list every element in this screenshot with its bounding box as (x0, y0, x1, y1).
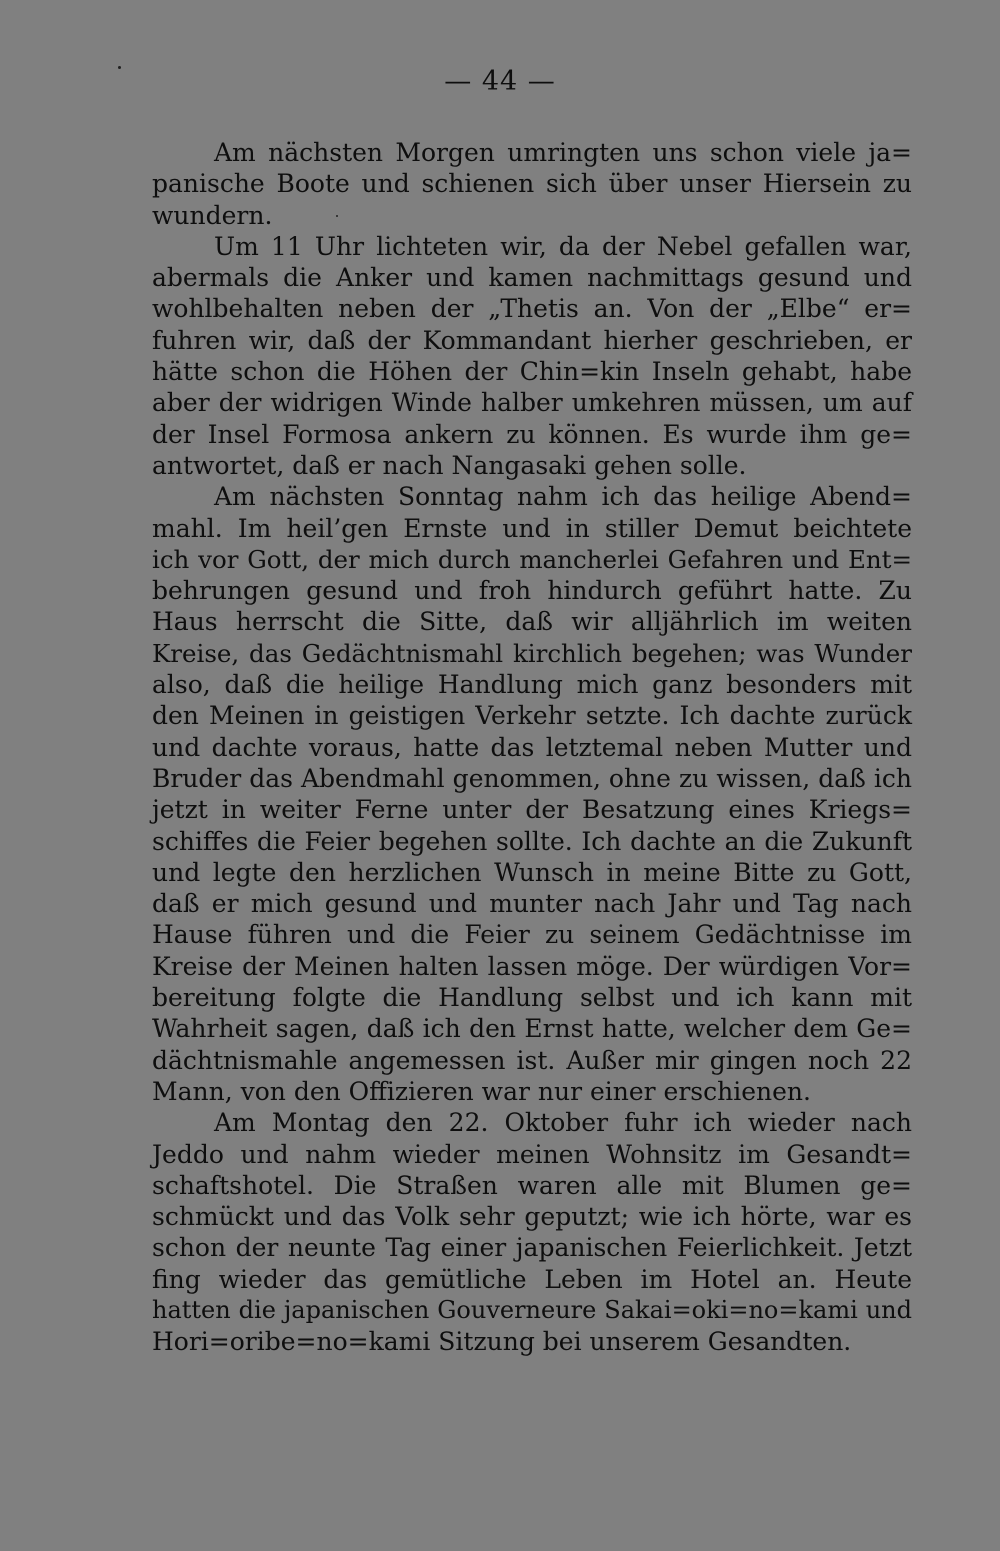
text-line: hätte schon die Höhen der Chin=kin Inseln gehabt, habe (152, 357, 912, 387)
text-line: Bruder das Abendmahl genommen, ohne zu wissen, daß ich (152, 763, 912, 793)
text-line: Wahrheit sagen, daß ich den Ernst hatte, welcher dem Ge= (152, 1014, 912, 1044)
text-line: jetzt in weiter Ferne unter der Besatzung eines Kriegs= (152, 795, 912, 825)
text-line: also, daß die heilige Handlung mich ganz besonders mit (152, 670, 912, 700)
text-line: hatten die japanischen Gouverneure Sakai=oki=no=kami und (152, 1295, 912, 1324)
text-line: schiffes die Feier begehen sollte. Ich dachte an die Zukunft (152, 826, 912, 856)
text-line: behrungen gesund und froh hindurch geführt hatte. Zu (152, 576, 912, 606)
text-line: Hause führen und die Feier zu seinem Gedächtnisse im (152, 920, 912, 950)
text-line: wohlbehalten neben der „Thetis an. Von der „Elbe“ er= (152, 294, 912, 324)
text-line: dächtnismahle angemessen ist. Außer mir gingen noch 22 (152, 1045, 912, 1075)
text-line: Am nächsten Morgen umringten uns schon viele ja= (214, 138, 912, 167)
text-line: Hori=oribe=no=kami Sitzung bei unserem Gesandten. (152, 1327, 852, 1357)
text-line: Am nächsten Sonntag nahm ich das heilige Abend= (214, 482, 912, 512)
text-line: den Meinen in geistigen Verkehr setzte. Ich dachte zurück (152, 701, 912, 731)
text-line: Kreise der Meinen halten lassen möge. Der würdigen Vor= (152, 951, 912, 981)
text-line: bereitung folgte die Handlung selbst und ich kann mit (152, 983, 912, 1013)
body-text (152, 137, 912, 1358)
text-line: ich vor Gott, der mich durch mancherlei Gefahren und Ent= (152, 544, 912, 574)
text-line: Am Montag den 22. Oktober fuhr ich wieder nach (214, 1108, 912, 1138)
print-speck (118, 66, 121, 69)
text-line: aber der widrigen Winde halber umkehren müssen, um auf (152, 388, 912, 418)
text-line: schmückt und das Volk sehr geputzt; wie ich hörte, war es (152, 1202, 912, 1232)
text-line: mahl. Im heil’gen Ernste und in stiller Demut beichtete (152, 513, 912, 543)
text-line: daß er mich gesund und munter nach Jahr und Tag nach (152, 889, 912, 919)
page-number: — 44 — (444, 66, 556, 97)
text-line: Kreise, das Gedächtnismahl kirchlich begehen; was Wunder (152, 638, 912, 668)
text-line: Um 11 Uhr lichteten wir, da der Nebel gefallen war, (214, 231, 912, 261)
text-line: panische Boote und schienen sich über unser Hiersein zu (152, 169, 912, 199)
text-line: schaftshotel. Die Straßen waren alle mit Blumen ge= (152, 1170, 912, 1200)
text-line: und legte den herzlichen Wunsch in meine Bitte zu Gott, (152, 857, 912, 887)
text-line: antwortet, daß er nach Nangasaki gehen solle. (152, 450, 747, 480)
text-line: fuhren wir, daß der Kommandant hierher geschrieben, er (152, 325, 912, 355)
text-line: schon der neunte Tag einer japanischen Feierlichkeit. Jetzt (152, 1233, 912, 1263)
text-line: abermals die Anker und kamen nachmittags gesund und (152, 263, 912, 293)
text-line: der Insel Formosa ankern zu können. Es wurde ihm ge= (152, 419, 912, 449)
text-line: Jeddo und nahm wieder meinen Wohnsitz im Gesandt= (152, 1139, 912, 1169)
text-line: fing wieder das gemütliche Leben im Hotel an. Heute (152, 1264, 912, 1294)
print-speck (336, 215, 338, 217)
text-line: wundern. (152, 200, 273, 230)
text-line: und dachte voraus, hatte das letztemal neben Mutter und (152, 732, 912, 762)
text-line: Mann, von den Offizieren war nur einer erschienen. (152, 1076, 811, 1106)
text-line: Haus herrscht die Sitte, daß wir alljährlich im weiten (152, 607, 912, 637)
